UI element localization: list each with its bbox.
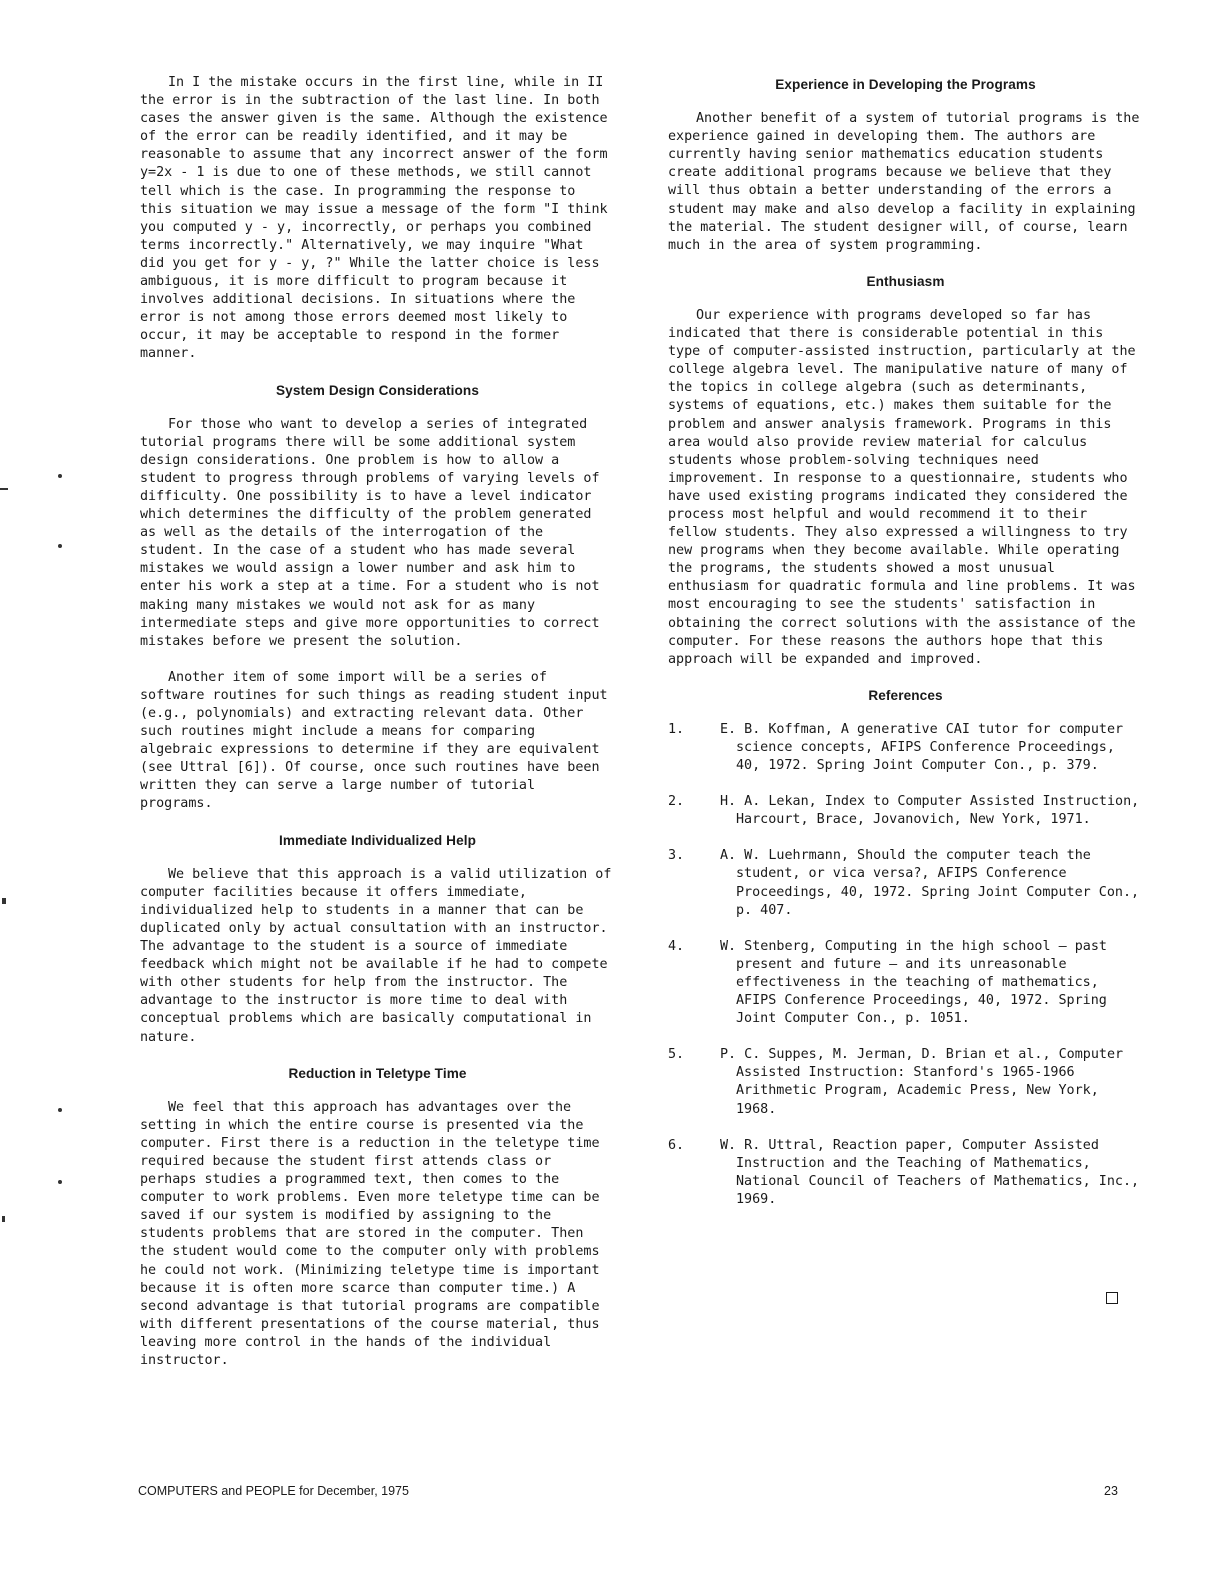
section-heading-teletype: Reduction in Teletype Time (288, 1065, 467, 1081)
margin-mark (58, 544, 62, 548)
system-design-paragraph-1: For those who want to develop a series of integrated tutorial programs there will be some additional system design considerations. One problem is how to allow a student to progress through problems of varying levels of difficulty. One possibility is to have a level indicator which determines the difficulty of the problem generated as well as the details of the interrogation of the student. In the case of a student who has made several mistakes we would assign a lower number and ask him to enter his work a step at a time. For a student who is not making many mistakes we would not ask for as many intermediate steps and give more opportunities to correct mistakes before we present the solution. (140, 416, 600, 649)
reference-text: E. B. Koffman, A generative CAI tutor for computer science concepts, AFIPS Conference Proceedings, 40, 1972. Spring Joint Computer Con., p. 379. (720, 721, 1124, 774)
reference-item (668, 793, 1143, 829)
reference-item (668, 1137, 1143, 1209)
system-design-paragraph-2: Another item of some import will be a series of software routines for such things as reading student input (e.g., polynomials) and extracting relevant data. Other such routines might include a means for comparing algebraic expressions to determine if they are equivalent (see Uttral [6]). Of course, once such routines have been written they can serve a large number of tutorial programs. (140, 669, 608, 812)
reference-item (668, 847, 1143, 919)
margin-mark (2, 1216, 5, 1222)
margin-mark (58, 1108, 62, 1112)
section-heading-immediate-help: Immediate Individualized Help (278, 832, 477, 848)
left-column (140, 74, 615, 1370)
reference-number: 1. (668, 721, 685, 737)
footer-page-number: 23 (1104, 1484, 1118, 1498)
immediate-help-paragraph: We believe that this approach is a valid utilization of computer facilities because it offers immediate, individualized help to students in a manner that can be duplicated only by actual consultation with an instructor. The advantage to the student is a source of immediate feedback which might not be available if he had to compete with other students for help from the instructor. The advantage to the instructor is more time to deal with conceptual problems which are basically computational in nature. (140, 866, 612, 1045)
reference-text: A. W. Luehrmann, Should the computer teach the student, or vica versa?, AFIPS Conference Proceedings, 40, 1972. Spring Joint Computer Con., p. 407. (720, 848, 1140, 918)
reference-item (668, 938, 1143, 1028)
enthusiasm-paragraph: Our experience with programs developed so far has indicated that there is considerable potential in this type of computer-assisted instruction, particularly at the college algebra level. The manipulative nature of many of the topics in college algebra (such as determinants, systems of equations, etc.) makes them suitable for the problem and answer analysis framework. Programs in this area would also provide review material for calculus students whose problem-solving techniques need improvement. In response to a questionnaire, students who have used existing programs indicated they considered the process most helpful and would recommend it to their fellow students. They also expressed a willingness to try new programs when they become available. While operating the programs, the students showed a most unusual enthusiasm for quadratic formula and line problems. It was most encouraging to see the students' satisfaction in obtaining the correct solutions with the assistance of the computer. For these reasons the authors hope that this approach will be expanded and improved. (668, 307, 1136, 667)
right-column (668, 76, 1143, 1227)
section-heading-enthusiasm: Enthusiasm (866, 273, 945, 289)
reference-number: 4. (668, 938, 685, 954)
margin-mark (2, 898, 6, 904)
reference-number: 5. (668, 1047, 685, 1063)
reference-text: H. A. Lekan, Index to Computer Assisted Instruction, Harcourt, Brace, Jovanovich, New York, 1971. (720, 794, 1140, 828)
margin-mark (58, 1180, 62, 1184)
teletype-paragraph: We feel that this approach has advantages over the setting in which the entire course is presented via the computer. First there is a reduction in the teletype time required because the student first attends class or perhaps studies a programmed text, then comes to the computer to work problems. Even more teletype time can be saved if our system is modified by assigning to the students problems that are stored in the computer. Then the student would come to the computer only with problems he could not work. (Minimizing teletype time is important because it is often more scarce than computer time.) A second advantage is that tutorial programs are compatible with different presentations of the course material, thus leaving more control in the hands of the individual instructor. (140, 1099, 600, 1368)
section-heading-experience: Experience in Developing the Programs (775, 77, 1036, 92)
reference-item (668, 1046, 1143, 1118)
reference-text: W. Stenberg, Computing in the high school — past present and future — and its unreasonable effectiveness in the teaching of mathematics, AFIPS Conference Proceedings, 40, 1972. Spring Joint Computer Con., p. 1051. (720, 938, 1107, 1027)
reference-item (668, 721, 1143, 775)
reference-number: 2. (668, 794, 685, 810)
section-heading-system-design: System Design Considerations (276, 382, 479, 398)
section-heading-references: References (868, 687, 943, 703)
experience-paragraph: Another benefit of a system of tutorial programs is the experience gained in developing them. The authors are currently having senior mathematics education students create additional programs because we believe that they will thus obtain a better understanding of the errors a student may make and also develop a facility in explaining the material. The student designer will, of course, learn much in the area of system programming. (668, 111, 1140, 253)
footer-publication: COMPUTERS and PEOPLE for December, 1975 (138, 1484, 409, 1498)
end-of-article-square-icon (1106, 1292, 1118, 1304)
reference-text: P. C. Suppes, M. Jerman, D. Brian et al., Computer Assisted Instruction: Stanford's 1965-1966 Arithmetic Program, Academic Press, New York, 1968. (720, 1047, 1124, 1117)
margin-mark (58, 474, 62, 478)
reference-list (668, 721, 1143, 1209)
reference-text: W. R. Uttral, Reaction paper, Computer Assisted Instruction and the Teaching of Mathematics, National Council of Teachers of Mathematics, Inc., 1969. (720, 1137, 1140, 1207)
intro-paragraph: In I the mistake occurs in the first line, while in II the error is in the subtraction of the last line. In both cases the answer given is the same. Although the existence of the error can be readily identified, and it may be reasonable to assume that any incorrect answer of the form y=2x - 1 is due to one of these methods, we still cannot tell which is the case. In programming the response to this situation we may issue a message of the form "I think you computed y - y, incorrectly, or perhaps you combined terms incorrectly." Alternatively, we may inquire "What did you get for y - y, ?" While the latter choice is less ambiguous, it is more difficult to program because it involves additional decisions. In situations where the error is not among those errors deemed most likely to occur, it may be acceptable to respond in the former manner. (140, 75, 608, 362)
margin-mark (0, 488, 8, 490)
reference-number: 6. (668, 1137, 685, 1153)
reference-number: 3. (668, 848, 685, 864)
